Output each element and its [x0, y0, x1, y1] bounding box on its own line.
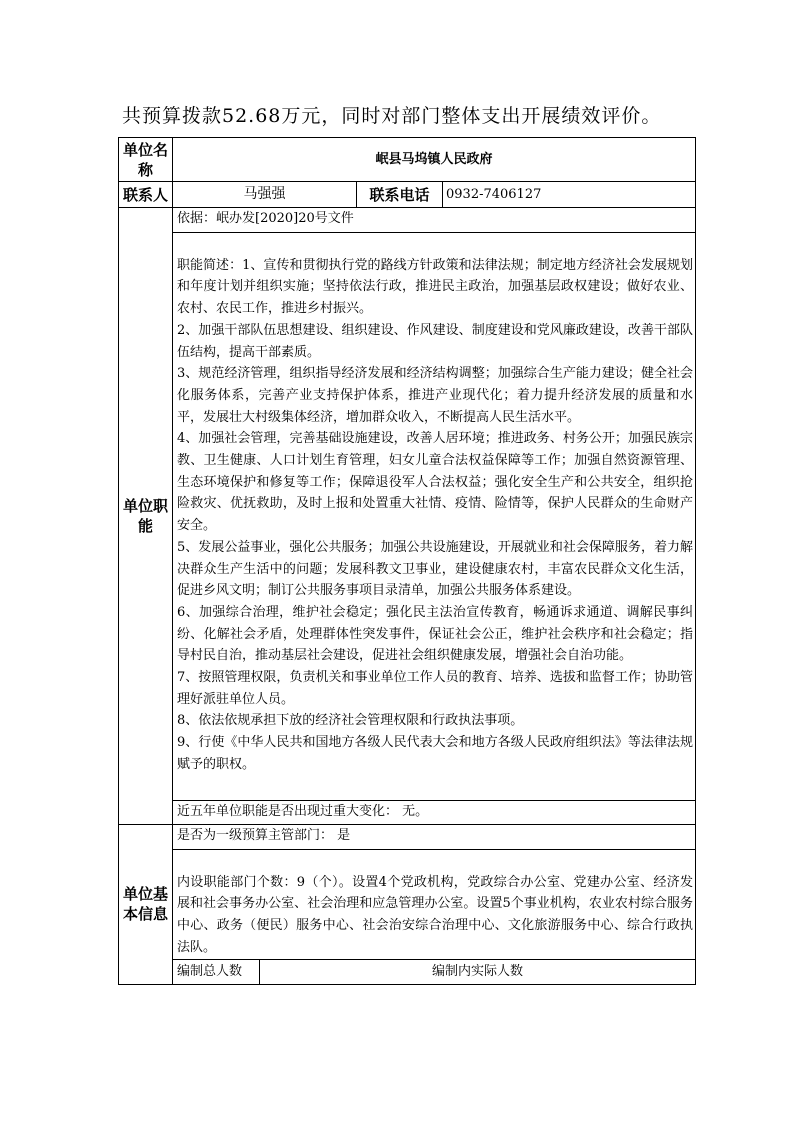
functions-change-note: 近五年单位职能是否出现过重大变化： 无。 — [173, 801, 696, 825]
unit-name-value: 岷县马坞镇人民政府 — [173, 138, 696, 182]
departments-row — [119, 850, 696, 960]
contact-person-value: 马强强 — [173, 182, 357, 208]
functions-body — [173, 233, 696, 801]
unit-name-label: 单位名称 — [119, 138, 173, 182]
staff-actual-label: 编制内实际人数 — [260, 959, 696, 984]
functions-spacer — [177, 233, 693, 255]
contact-phone-value: 0932-7406127 — [443, 182, 696, 208]
function-paragraph: 4、加强社会管理，完善基础设施建设，改善人居环境；推进政务、村务公开；加强民族宗教、卫生健康、人口计划生育管理，妇女儿童合法权益保障等工作；加强自然资源管理、生态环境保护和修复等工作；保障退役军人合法权益；强化安全生产和公共安全，组织抢险救灾、优抚救助，及时上报和处置重大社情、疫情、险情等，保护人民群众的生命财产安全。 — [177, 431, 694, 534]
departments-body — [173, 850, 696, 960]
first-level-budget-note: 是否为一级预算主管部门： 是 — [173, 825, 696, 850]
departments-text: 内设职能部门个数：9（个）。设置4个党政机构，党政综合办公室、党建办公室、经济发展和社会事务办公室、社会治理和应急管理办公室。设置5个事业机构，农业农村综合服务中心、政务（便民）服务中心、社会治安综合治理中心、文化旅游服务中心、综合行政执法队。 — [177, 874, 694, 955]
contact-row — [119, 182, 696, 208]
basic-info-label: 单位基本信息 — [119, 825, 173, 985]
functions-change-row — [119, 801, 696, 825]
function-paragraph: 职能简述：1、宣传和贯彻执行党的路线方针政策和法律法规；制定地方经济社会发展规划和年度计划并组织实施；坚持依法行政，推进民主政治，加强基层政权建设；做好农业、农村、农民工作，推进乡村振兴。 — [177, 257, 694, 317]
staff-total-label: 编制总人数 — [173, 959, 260, 984]
unit-info-table — [118, 137, 696, 985]
first-level-row — [119, 825, 696, 850]
function-paragraph: 5、发展公益事业，强化公共服务；加强公共设施建设，开展就业和社会保障服务，着力解决群众生产生活中的问题；发展科教文卫事业，建设健康农村，丰富农民群众文化生活，促进乡风文明；制订公共服务事项目录清单，加强公共服务体系建设。 — [177, 539, 694, 599]
contact-person-label: 联系人 — [119, 182, 173, 208]
unit-name-row — [119, 138, 696, 182]
function-paragraph: 8、依法依规承担下放的经济社会管理权限和行政执法事项。 — [177, 713, 524, 729]
functions-label: 单位职能 — [119, 208, 173, 825]
function-paragraph: 7、按照管理权限，负责机关和事业单位工作人员的教育、培养、选拔和监督工作；协助管理好派驻单位人员。 — [177, 670, 694, 707]
contact-phone-label: 联系电话 — [357, 182, 443, 208]
functions-basis-row — [119, 208, 696, 233]
departments-spacer — [177, 850, 693, 872]
function-paragraph: 9、行使《中华人民共和国地方各级人民代表大会和地方各级人民政府组织法》等法律法规赋予的职权。 — [177, 735, 694, 772]
function-paragraph: 3、规范经济管理，组织指导经济发展和经济结构调整；加强综合生产能力建设；健全社会化服务体系，完善产业支持保护体系，推进产业现代化；着力提升经济发展的质量和水平，发展壮大村级集体经济，增加群众收入，不断提高人民生活水平。 — [177, 366, 694, 425]
header-text: 共预算拨款52.68万元，同时对部门整体支出开展绩效评价。 — [122, 105, 662, 127]
function-paragraph: 2、加强干部队伍思想建设、组织建设、作风建设、制度建设和党风廉政建设，改善干部队伍结构，提高干部素质。 — [177, 322, 694, 360]
functions-basis: 依据：岷办发[2020]20号文件 — [173, 208, 696, 233]
staff-row — [119, 959, 696, 984]
function-paragraph: 6、加强综合治理，维护社会稳定；强化民主法治宣传教育，畅通诉求通道、调解民事纠纷、化解社会矛盾，处理群体性突发事件，保证社会公正，维护社会秩序和社会稳定；指导村民自治，推动基层社会建设，促进社会组织健康发展，增强社会自治功能。 — [177, 604, 694, 664]
functions-body-row — [119, 233, 696, 801]
